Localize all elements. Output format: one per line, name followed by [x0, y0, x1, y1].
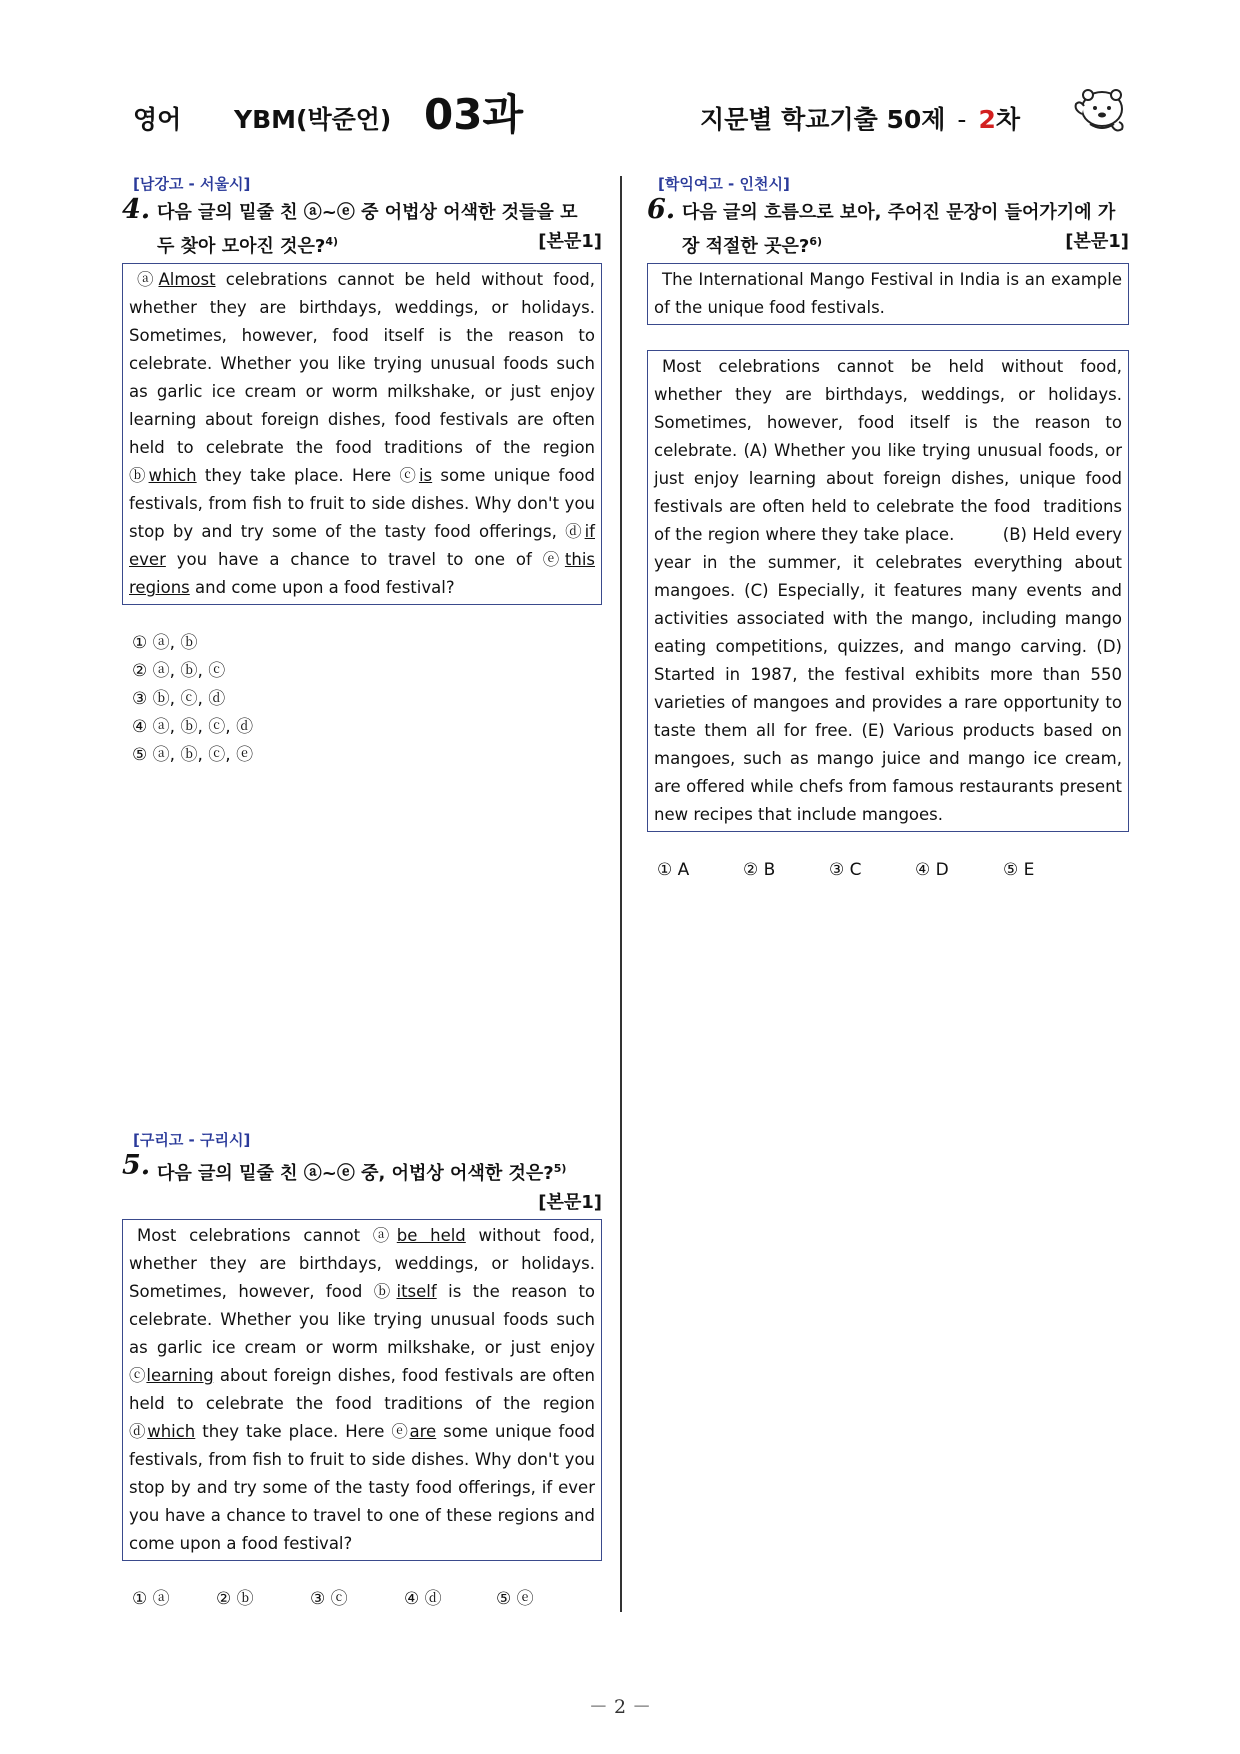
footnote-mark: 6)	[809, 235, 822, 248]
passage-segment: about foreign dishes, food festivals are often held to celebrate the food traditions of the region	[129, 1366, 595, 1413]
underlined-b: itself	[396, 1282, 437, 1301]
question-source: [구리고 - 구리시]	[133, 1131, 251, 1149]
choice-3[interactable]: ③ C	[829, 860, 862, 880]
underlined-d: if ever	[129, 522, 595, 569]
footnote-mark: 4)	[325, 235, 339, 248]
choice-2[interactable]: ② ⓐ, ⓑ, ⓒ	[132, 661, 226, 681]
publisher-label: YBM(박준언)	[234, 105, 392, 134]
question-stem	[122, 194, 602, 261]
stem-line-1: 다음 글의 흐름으로 보아, 주어진 문장이 들어가기에 가	[682, 202, 1116, 223]
answer-choices	[132, 1585, 602, 1613]
underlined-e: this regions	[129, 550, 596, 597]
marker-c: ⓒ	[129, 1366, 147, 1385]
stem-text: 장 적절한 곳은?	[682, 236, 810, 257]
stem-text: 다음 글의 밑줄 친 ⓐ~ⓔ 중, 어법상 어색한 것은?	[157, 1163, 554, 1184]
underlined-c: is	[418, 466, 433, 485]
column-divider	[620, 176, 622, 1612]
stem-line-1: 다음 글의 밑줄 친 ⓐ~ⓔ 중 어법상 어색한 것들을 모	[157, 202, 578, 223]
choice-1[interactable]: ① ⓐ	[132, 1589, 170, 1609]
underlined-a: Almost	[158, 270, 216, 289]
stem-text: 두 찾아 모아진 것은?	[157, 236, 326, 257]
passage-segment: some unique food festivals, from fish to fruit to side dishes. Why don't you stop by and try some of the tasty food offerings,	[129, 466, 595, 541]
answer-choices	[657, 856, 1129, 884]
stem-line-2	[122, 1188, 602, 1217]
choice-4[interactable]: ④ ⓓ	[404, 1589, 442, 1609]
passage-segment: Most celebrations cannot	[137, 1226, 373, 1245]
question-5	[122, 1130, 602, 1613]
lesson-title: 03과	[424, 90, 524, 139]
choice-3[interactable]: ③ ⓑ, ⓒ, ⓓ	[132, 689, 226, 709]
passage-tag: [본문1]	[538, 1192, 602, 1213]
underlined-e: are	[409, 1422, 437, 1441]
stem-line-2	[122, 227, 602, 261]
passage-box	[647, 350, 1129, 832]
question-number: 4.	[122, 194, 151, 225]
underlined-a: be held	[396, 1226, 466, 1245]
passage-text	[129, 266, 595, 602]
underlined-d: which	[147, 1422, 196, 1441]
passage-text: Most celebrations cannot be held without food, whether they are birthdays, weddings, or holidays. Sometimes, however, food itself is the reason to celebrate. (A) Whether you like trying unusual foods, or just enjoy learning about foreign dishes, unique food festivals are often held to celebrate the food traditions of the region where they take place. (B) Held every year in the summer, it celebrates everything about mangoes. (C) Especially, it features many events and activities associated with the mango, including mango eating competitions, quizzes, and mango carving. (D) Started in 1987, the festival exhibits more than 550 varieties of mangoes and provides a rare opportunity to taste them all for free. (E) Various products based on mangoes, such as mango juice and mango ice cream, are offered while chefs from famous restaurants present new recipes that include mangoes.	[654, 357, 1128, 824]
footnote-mark: 5)	[553, 1162, 567, 1175]
passage-segment: you have a chance to travel to one of	[165, 550, 543, 569]
round-number: 2	[978, 105, 996, 134]
round-suffix: 차	[995, 105, 1020, 134]
question-number: 6.	[647, 194, 676, 225]
choice-2[interactable]: ② B	[743, 860, 776, 880]
choice-1[interactable]: ① ⓐ, ⓑ	[132, 633, 198, 653]
subject-label: 영어	[133, 105, 182, 134]
passage-segment: they take place. Here	[195, 1422, 392, 1441]
passage-segment: celebrations cannot be held without food, whether they are birthdays, weddings, or holidays. Sometimes, however, food itself is the reason to celebrate. Whether you like trying unusual foods such as garlic ice cream or worm milkshake, or just enjoy learning about foreign dishes, food festivals are often held to celebrate the food traditions of the region	[129, 270, 596, 457]
choice-5[interactable]: ⑤ ⓔ	[496, 1589, 534, 1609]
given-sentence-box	[647, 263, 1129, 325]
question-source: [학익여고 - 인천시]	[658, 175, 790, 193]
underlined-b: which	[148, 466, 197, 485]
given-sentence: The International Mango Festival in India is an example of the unique food festivals.	[654, 270, 1122, 317]
passage-segment: some unique food festivals, from fish to fruit to side dishes. Why don't you stop by and try some of the tasty food offerings, if ever you have a chance to travel to one of these regions and come upon a food festival?	[129, 1422, 595, 1553]
marker-e: ⓔ	[391, 1422, 410, 1441]
passage-text	[129, 1222, 595, 1558]
question-stem	[647, 194, 1129, 261]
question-6	[647, 174, 1129, 884]
marker-e: ⓔ	[542, 550, 565, 569]
page-header	[0, 76, 1240, 146]
question-4	[122, 174, 602, 769]
series-dash: -	[957, 105, 967, 134]
choice-5[interactable]: ⑤ ⓐ, ⓑ, ⓒ, ⓔ	[132, 745, 254, 765]
answer-choices	[132, 629, 602, 769]
marker-a: ⓐ	[137, 270, 159, 289]
marker-a: ⓐ	[372, 1226, 397, 1245]
passage-tag: [본문1]	[538, 231, 602, 252]
choice-5[interactable]: ⑤ E	[1003, 860, 1035, 880]
question-number: 5.	[122, 1150, 151, 1181]
choice-4[interactable]: ④ D	[915, 860, 949, 880]
passage-tag: [본문1]	[1065, 231, 1129, 252]
marker-d: ⓓ	[565, 522, 585, 541]
stem-line-2	[647, 227, 1129, 261]
marker-b: ⓑ	[129, 466, 149, 485]
choice-2[interactable]: ② ⓑ	[216, 1589, 254, 1609]
passage-segment: they take place. Here	[196, 466, 400, 485]
marker-d: ⓓ	[129, 1422, 148, 1441]
stem-line-1	[122, 1154, 602, 1188]
passage-box	[122, 263, 602, 605]
bear-mascot-icon	[1072, 86, 1132, 136]
passage-box	[122, 1219, 602, 1561]
series-title	[700, 100, 1020, 136]
passage-segment: and come upon a food festival?	[189, 578, 455, 597]
underlined-c: learning	[146, 1366, 214, 1385]
choice-3[interactable]: ③ ⓒ	[310, 1589, 348, 1609]
marker-c: ⓒ	[399, 466, 419, 485]
passage-segment: is the reason to celebrate. Whether you like trying unusual foods such as garlic ice cream or worm milkshake, or just enjoy	[129, 1282, 596, 1357]
marker-b: ⓑ	[373, 1282, 397, 1301]
series-prefix: 지문별 학교기출 50제	[700, 105, 946, 134]
choice-1[interactable]: ① A	[657, 860, 690, 880]
page-number: － 2 －	[588, 1696, 652, 1718]
choice-4[interactable]: ④ ⓐ, ⓑ, ⓒ, ⓓ	[132, 717, 254, 737]
question-stem	[122, 1150, 602, 1217]
question-source: [남강고 - 서울시]	[133, 175, 251, 193]
passage-segment: without food, whether they are birthdays, weddings, or holidays. Sometimes, however, food	[129, 1226, 595, 1301]
